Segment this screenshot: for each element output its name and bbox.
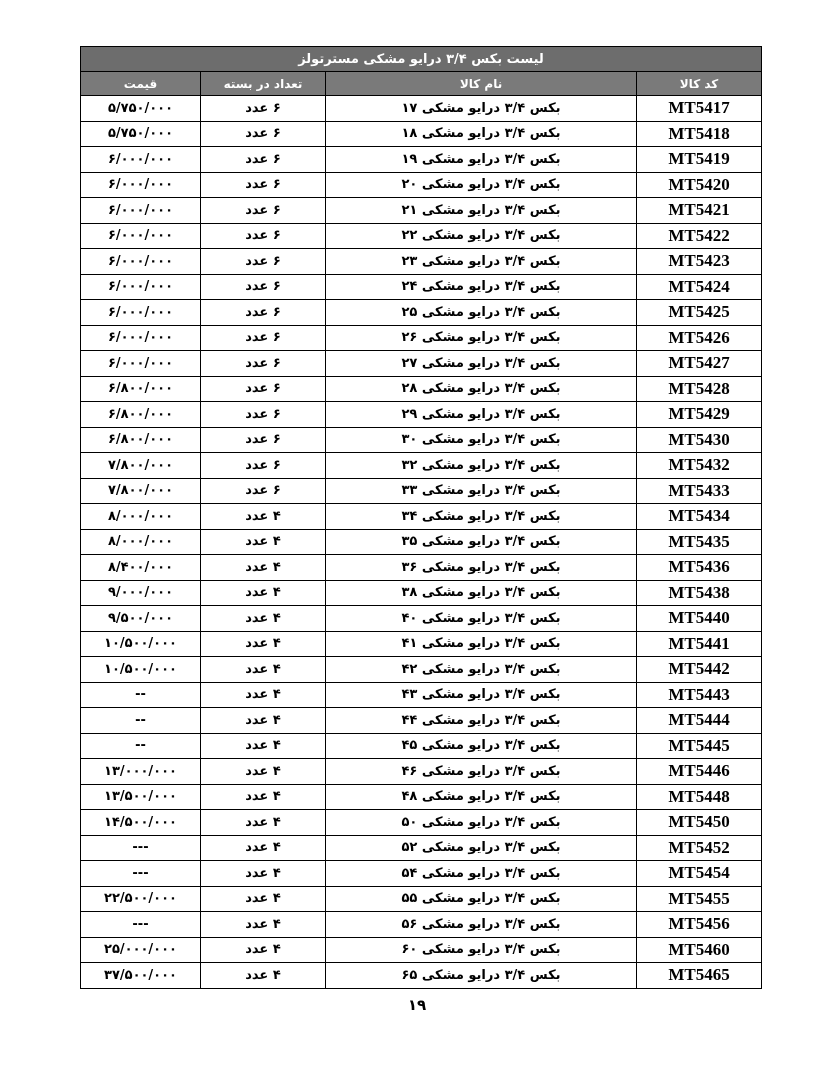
product-name-cell: بکس ۳/۴ درایو مشکی ۳۵ <box>326 529 637 555</box>
quantity-cell: ۶ عدد <box>201 198 326 224</box>
product-name-cell: بکس ۳/۴ درایو مشکی ۶۵ <box>326 963 637 989</box>
table-row <box>81 733 762 759</box>
price-cell: ۱۳/۵۰۰/۰۰۰ <box>81 784 201 810</box>
product-code-cell: MT5434 <box>637 504 762 530</box>
quantity-cell: ۶ عدد <box>201 223 326 249</box>
table-row <box>81 478 762 504</box>
price-cell: ۶/۰۰۰/۰۰۰ <box>81 249 201 275</box>
quantity-cell: ۶ عدد <box>201 351 326 377</box>
price-cell: --- <box>81 861 201 887</box>
price-cell: ۶/۰۰۰/۰۰۰ <box>81 172 201 198</box>
product-code-cell: MT5450 <box>637 810 762 836</box>
table-title-row <box>81 47 762 72</box>
price-cell: ۲۵/۰۰۰/۰۰۰ <box>81 937 201 963</box>
product-code-cell: MT5428 <box>637 376 762 402</box>
product-code-cell: MT5442 <box>637 657 762 683</box>
product-name-cell: بکس ۳/۴ درایو مشکی ۵۶ <box>326 912 637 938</box>
price-cell: ۶/۰۰۰/۰۰۰ <box>81 147 201 173</box>
table-row <box>81 300 762 326</box>
quantity-cell: ۶ عدد <box>201 121 326 147</box>
product-code-cell: MT5427 <box>637 351 762 377</box>
product-code-cell: MT5433 <box>637 478 762 504</box>
price-cell: ۹/۵۰۰/۰۰۰ <box>81 606 201 632</box>
quantity-cell: ۴ عدد <box>201 886 326 912</box>
price-cell: ۶/۰۰۰/۰۰۰ <box>81 198 201 224</box>
price-cell: --- <box>81 835 201 861</box>
table-row <box>81 402 762 428</box>
product-code-cell: MT5430 <box>637 427 762 453</box>
quantity-cell: ۶ عدد <box>201 376 326 402</box>
quantity-cell: ۶ عدد <box>201 147 326 173</box>
quantity-cell: ۶ عدد <box>201 478 326 504</box>
quantity-cell: ۴ عدد <box>201 861 326 887</box>
product-code-cell: MT5452 <box>637 835 762 861</box>
product-name-cell: بکس ۳/۴ درایو مشکی ۲۵ <box>326 300 637 326</box>
table-row <box>81 682 762 708</box>
quantity-cell: ۴ عدد <box>201 555 326 581</box>
price-cell: ۱۰/۵۰۰/۰۰۰ <box>81 631 201 657</box>
quantity-cell: ۴ عدد <box>201 784 326 810</box>
page-number: ۱۹ <box>407 996 427 1014</box>
price-cell: ۷/۸۰۰/۰۰۰ <box>81 478 201 504</box>
product-code-cell: MT5422 <box>637 223 762 249</box>
table-row <box>81 249 762 275</box>
price-cell: ۷/۸۰۰/۰۰۰ <box>81 453 201 479</box>
quantity-cell: ۶ عدد <box>201 453 326 479</box>
product-name-cell: بکس ۳/۴ درایو مشکی ۳۲ <box>326 453 637 479</box>
product-code-cell: MT5417 <box>637 96 762 122</box>
price-cell: ۱۳/۰۰۰/۰۰۰ <box>81 759 201 785</box>
table-row <box>81 912 762 938</box>
quantity-cell: ۴ عدد <box>201 937 326 963</box>
table-row <box>81 427 762 453</box>
product-code-cell: MT5429 <box>637 402 762 428</box>
product-code-cell: MT5446 <box>637 759 762 785</box>
product-name-cell: بکس ۳/۴ درایو مشکی ۱۷ <box>326 96 637 122</box>
price-cell: ۱۴/۵۰۰/۰۰۰ <box>81 810 201 836</box>
price-cell: ۸/۴۰۰/۰۰۰ <box>81 555 201 581</box>
price-cell: ۶/۸۰۰/۰۰۰ <box>81 402 201 428</box>
table-row <box>81 580 762 606</box>
quantity-cell: ۶ عدد <box>201 300 326 326</box>
table-row <box>81 657 762 683</box>
product-code-cell: MT5440 <box>637 606 762 632</box>
price-cell: ۶/۰۰۰/۰۰۰ <box>81 325 201 351</box>
table-row <box>81 784 762 810</box>
product-code-cell: MT5443 <box>637 682 762 708</box>
product-name-cell: بکس ۳/۴ درایو مشکی ۱۸ <box>326 121 637 147</box>
product-name-cell: بکس ۳/۴ درایو مشکی ۵۴ <box>326 861 637 887</box>
quantity-cell: ۴ عدد <box>201 835 326 861</box>
table-row <box>81 529 762 555</box>
price-cell: -- <box>81 708 201 734</box>
product-name-cell: بکس ۳/۴ درایو مشکی ۱۹ <box>326 147 637 173</box>
table-row <box>81 504 762 530</box>
table-row <box>81 351 762 377</box>
price-cell: --- <box>81 912 201 938</box>
quantity-cell: ۶ عدد <box>201 427 326 453</box>
product-code-cell: MT5436 <box>637 555 762 581</box>
product-code-cell: MT5420 <box>637 172 762 198</box>
quantity-cell: ۶ عدد <box>201 172 326 198</box>
product-code-cell: MT5432 <box>637 453 762 479</box>
price-cell: ۸/۰۰۰/۰۰۰ <box>81 504 201 530</box>
quantity-cell: ۴ عدد <box>201 657 326 683</box>
quantity-cell: ۶ عدد <box>201 249 326 275</box>
quantity-cell: ۴ عدد <box>201 529 326 555</box>
price-cell: ۶/۰۰۰/۰۰۰ <box>81 351 201 377</box>
table-row <box>81 861 762 887</box>
product-code-cell: MT5424 <box>637 274 762 300</box>
table-row <box>81 708 762 734</box>
product-name-cell: بکس ۳/۴ درایو مشکی ۳۳ <box>326 478 637 504</box>
product-code-cell: MT5460 <box>637 937 762 963</box>
product-name-cell: بکس ۳/۴ درایو مشکی ۴۶ <box>326 759 637 785</box>
product-code-cell: MT5438 <box>637 580 762 606</box>
column-header-price: قیمت <box>81 72 201 96</box>
product-code-cell: MT5426 <box>637 325 762 351</box>
quantity-cell: ۴ عدد <box>201 963 326 989</box>
table-row <box>81 631 762 657</box>
price-cell: ۶/۰۰۰/۰۰۰ <box>81 274 201 300</box>
product-code-cell: MT5441 <box>637 631 762 657</box>
quantity-cell: ۴ عدد <box>201 682 326 708</box>
product-name-cell: بکس ۳/۴ درایو مشکی ۴۰ <box>326 606 637 632</box>
quantity-cell: ۴ عدد <box>201 708 326 734</box>
product-code-cell: MT5423 <box>637 249 762 275</box>
price-cell: -- <box>81 733 201 759</box>
table-row <box>81 810 762 836</box>
table-row <box>81 376 762 402</box>
table-body <box>81 96 762 989</box>
table-row <box>81 886 762 912</box>
product-name-cell: بکس ۳/۴ درایو مشکی ۲۶ <box>326 325 637 351</box>
table-row <box>81 937 762 963</box>
product-name-cell: بکس ۳/۴ درایو مشکی ۴۲ <box>326 657 637 683</box>
table-row <box>81 453 762 479</box>
product-name-cell: بکس ۳/۴ درایو مشکی ۵۵ <box>326 886 637 912</box>
price-cell: ۱۰/۵۰۰/۰۰۰ <box>81 657 201 683</box>
product-name-cell: بکس ۳/۴ درایو مشکی ۵۰ <box>326 810 637 836</box>
product-name-cell: بکس ۳/۴ درایو مشکی ۲۱ <box>326 198 637 224</box>
product-name-cell: بکس ۳/۴ درایو مشکی ۴۳ <box>326 682 637 708</box>
price-cell: ۵/۷۵۰/۰۰۰ <box>81 121 201 147</box>
table-row <box>81 606 762 632</box>
product-code-cell: MT5425 <box>637 300 762 326</box>
product-name-cell: بکس ۳/۴ درایو مشکی ۳۸ <box>326 580 637 606</box>
product-code-cell: MT5419 <box>637 147 762 173</box>
product-code-cell: MT5421 <box>637 198 762 224</box>
table-header-row <box>81 72 762 96</box>
price-cell: ۶/۰۰۰/۰۰۰ <box>81 223 201 249</box>
price-cell: ۹/۰۰۰/۰۰۰ <box>81 580 201 606</box>
product-name-cell: بکس ۳/۴ درایو مشکی ۲۹ <box>326 402 637 428</box>
product-code-cell: MT5418 <box>637 121 762 147</box>
product-name-cell: بکس ۳/۴ درایو مشکی ۴۴ <box>326 708 637 734</box>
price-cell: ۳۷/۵۰۰/۰۰۰ <box>81 963 201 989</box>
price-cell: ۶/۰۰۰/۰۰۰ <box>81 300 201 326</box>
product-name-cell: بکس ۳/۴ درایو مشکی ۲۳ <box>326 249 637 275</box>
product-name-cell: بکس ۳/۴ درایو مشکی ۲۷ <box>326 351 637 377</box>
product-code-cell: MT5444 <box>637 708 762 734</box>
table-row <box>81 555 762 581</box>
quantity-cell: ۴ عدد <box>201 810 326 836</box>
quantity-cell: ۴ عدد <box>201 733 326 759</box>
quantity-cell: ۴ عدد <box>201 759 326 785</box>
product-name-cell: بکس ۳/۴ درایو مشکی ۳۰ <box>326 427 637 453</box>
product-name-cell: بکس ۳/۴ درایو مشکی ۳۶ <box>326 555 637 581</box>
column-header-code: کد کالا <box>637 72 762 96</box>
product-code-cell: MT5435 <box>637 529 762 555</box>
quantity-cell: ۶ عدد <box>201 402 326 428</box>
table-row <box>81 172 762 198</box>
product-name-cell: بکس ۳/۴ درایو مشکی ۵۲ <box>326 835 637 861</box>
product-code-cell: MT5445 <box>637 733 762 759</box>
table-title: لیست بکس ۳/۴ درایو مشکی مسترتولز <box>81 47 762 72</box>
table-row <box>81 274 762 300</box>
product-code-cell: MT5465 <box>637 963 762 989</box>
table-row <box>81 223 762 249</box>
product-code-cell: MT5454 <box>637 861 762 887</box>
table-row <box>81 963 762 989</box>
table-row <box>81 835 762 861</box>
quantity-cell: ۶ عدد <box>201 274 326 300</box>
product-name-cell: بکس ۳/۴ درایو مشکی ۲۸ <box>326 376 637 402</box>
product-name-cell: بکس ۳/۴ درایو مشکی ۲۴ <box>326 274 637 300</box>
table-row <box>81 759 762 785</box>
table-row <box>81 198 762 224</box>
product-name-cell: بکس ۳/۴ درایو مشکی ۶۰ <box>326 937 637 963</box>
column-header-quantity: تعداد در بسته <box>201 72 326 96</box>
product-name-cell: بکس ۳/۴ درایو مشکی ۳۴ <box>326 504 637 530</box>
price-list-table <box>80 46 762 989</box>
quantity-cell: ۴ عدد <box>201 580 326 606</box>
table-row <box>81 96 762 122</box>
product-name-cell: بکس ۳/۴ درایو مشکی ۲۲ <box>326 223 637 249</box>
quantity-cell: ۶ عدد <box>201 96 326 122</box>
price-cell: ۸/۰۰۰/۰۰۰ <box>81 529 201 555</box>
product-name-cell: بکس ۳/۴ درایو مشکی ۴۸ <box>326 784 637 810</box>
column-header-name: نام کالا <box>326 72 637 96</box>
product-code-cell: MT5456 <box>637 912 762 938</box>
product-name-cell: بکس ۳/۴ درایو مشکی ۲۰ <box>326 172 637 198</box>
quantity-cell: ۶ عدد <box>201 325 326 351</box>
product-name-cell: بکس ۳/۴ درایو مشکی ۴۱ <box>326 631 637 657</box>
quantity-cell: ۴ عدد <box>201 504 326 530</box>
product-code-cell: MT5448 <box>637 784 762 810</box>
table-row <box>81 121 762 147</box>
price-cell: ۵/۷۵۰/۰۰۰ <box>81 96 201 122</box>
product-name-cell: بکس ۳/۴ درایو مشکی ۴۵ <box>326 733 637 759</box>
quantity-cell: ۴ عدد <box>201 606 326 632</box>
price-cell: -- <box>81 682 201 708</box>
table-row <box>81 147 762 173</box>
product-code-cell: MT5455 <box>637 886 762 912</box>
quantity-cell: ۴ عدد <box>201 631 326 657</box>
price-cell: ۶/۸۰۰/۰۰۰ <box>81 376 201 402</box>
price-cell: ۲۲/۵۰۰/۰۰۰ <box>81 886 201 912</box>
quantity-cell: ۴ عدد <box>201 912 326 938</box>
price-cell: ۶/۸۰۰/۰۰۰ <box>81 427 201 453</box>
table-row <box>81 325 762 351</box>
